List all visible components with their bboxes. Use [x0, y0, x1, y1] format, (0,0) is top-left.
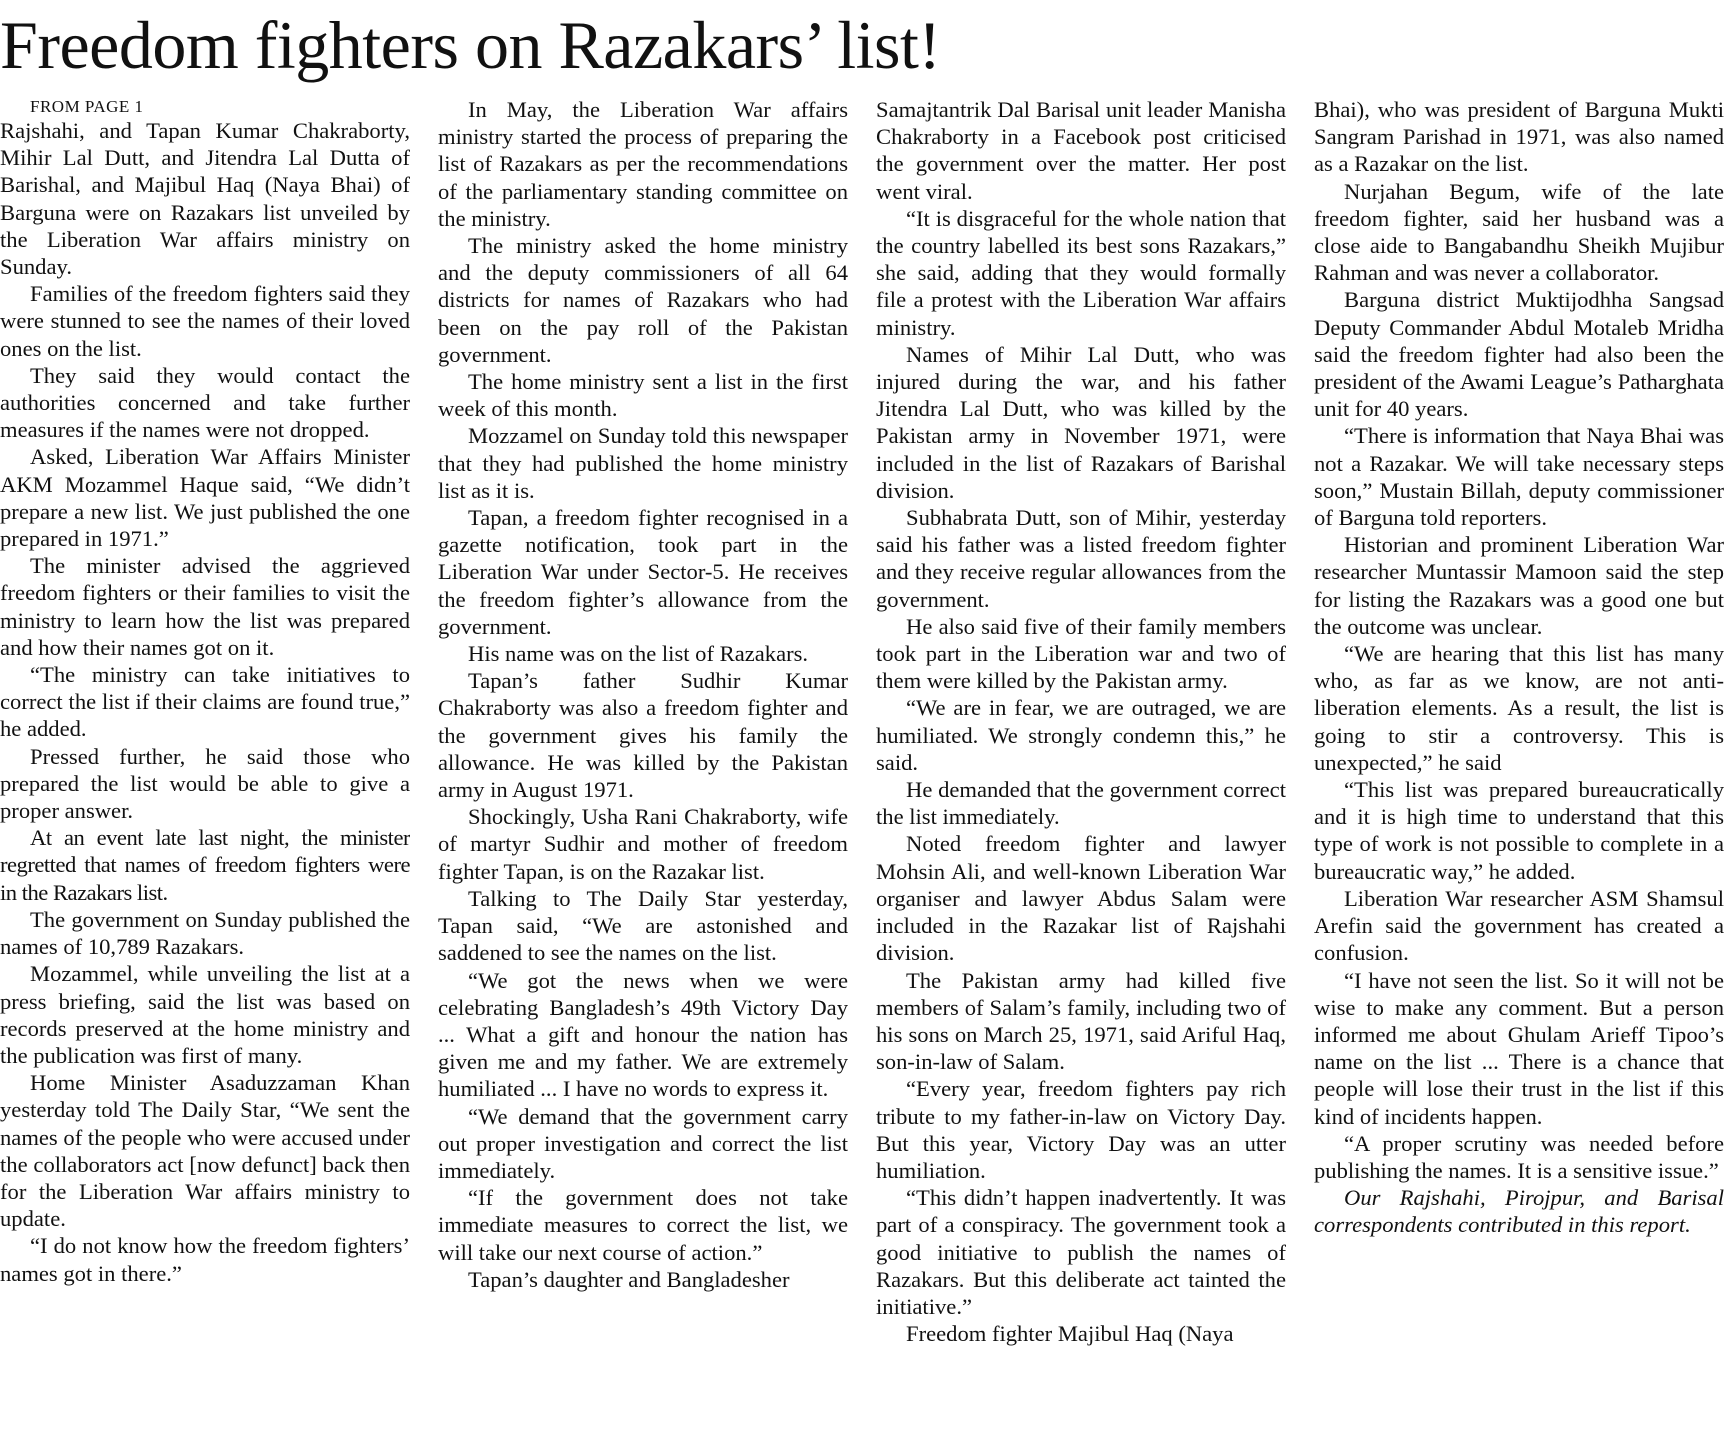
paragraph: The minister advised the aggrieved freedom fighters or their families to visit the ministry to learn how the list was prepared and how their names got on it.	[0, 553, 410, 660]
paragraph: The Pakistan army had killed five members of Salam’s family, including two of his sons on March 25, 1971, said Ariful Haq, son-in-law of Salam.	[876, 967, 1286, 1075]
headline: Freedom fighters on Razakars’ list!	[0, 7, 941, 83]
article-column-1	[0, 96, 410, 1438]
paragraph: They said they would contact the authorities concerned and take further measures if the names were not dropped.	[0, 362, 410, 443]
article-column-3	[876, 96, 1286, 1438]
paragraph: “This list was prepared bureaucratically and it is high time to understand that this type of work is not possible to complete in a bureaucratic way,” he added.	[1314, 777, 1724, 884]
paragraph: The home ministry sent a list in the first week of this month.	[438, 369, 848, 422]
jump-label: FROM PAGE 1	[30, 97, 144, 116]
paragraph: “It is disgraceful for the whole nation that the country labelled its best sons Razakars,” she said, adding that they would formally file a protest with the Liberation War affairs ministry.	[876, 205, 1286, 340]
paragraph: Freedom fighter Majibul Haq (Naya	[906, 1321, 1234, 1347]
paragraph: Tapan’s father Sudhir Kumar Chakraborty was also a freedom fighter and the government gives his family the allowance. He was killed by the Pakistan army in August 1971.	[438, 668, 848, 803]
paragraph: His name was on the list of Razakars.	[468, 641, 809, 667]
paragraph: Mozammel, while unveiling the list at a press briefing, said the list was based on records preserved at the home ministry and the publication was first of many.	[0, 961, 410, 1068]
paragraph: Mozzamel on Sunday told this newspaper that they had published the home ministry list as it is.	[438, 423, 848, 503]
paragraph: “A proper scrutiny was needed before publishing the names. It is a sensitive issue.”	[1314, 1130, 1724, 1183]
paragraph: “The ministry can take initiatives to correct the list if their claims are found true,” he added.	[0, 662, 410, 742]
paragraph: Home Minister Asaduzzaman Khan yesterday told The Daily Star, “We sent the names of the people who were accused under the collaborators act [now defunct] back then for the Liberation War affairs ministry to update.	[0, 1070, 410, 1232]
paragraph: “We are hearing that this list has many who, as far as we know, are not anti-liberation elements. As a result, the list is going to stir a controversy. This is unexpected,” he said	[1314, 641, 1724, 775]
article-column-2	[438, 96, 848, 1438]
paragraph: “I have not seen the list. So it will not be wise to make any comment. But a person informed me about Ghulam Arieff Tipoo’s name on the list ... There is a chance that people will lose their trust in the list if this kind of incidents happen.	[1314, 967, 1724, 1129]
paragraph: “We demand that the government carry out proper investigation and correct the list immediately.	[438, 1103, 848, 1183]
paragraph: “We got the news when we were celebrating Bangladesh’s 49th Victory Day ... What a gift and honour the nation has given me and my father. We are extremely humiliated ... I have no words to express it.	[438, 967, 848, 1102]
paragraph: In May, the Liberation War affairs ministry started the process of preparing the list of Razakars as per the recommendations of the parliamentary standing committee on the ministry.	[438, 97, 848, 231]
paragraph: Subhabrata Dutt, son of Mihir, yesterday said his father was a listed freedom fighter and they receive regular allowances from the government.	[876, 505, 1286, 612]
paragraph: The government on Sunday published the names of 10,789 Razakars.	[0, 906, 410, 960]
paragraph: At an event late last night, the minister regretted that names of freedom fighters were in the Razakars list.	[0, 825, 410, 905]
paragraph: The ministry asked the home ministry and the deputy commissioners of all 64 districts for names of Razakars who had been on the pay roll of the Pakistan government.	[438, 233, 848, 367]
paragraph: Nurjahan Begum, wife of the late freedom fighter, said her husband was a close aide to Bangabandhu Sheikh Mujibur Rahman and was never a collaborator.	[1314, 178, 1724, 286]
paragraph: Historian and prominent Liberation War researcher Muntassir Mamoon said the step for listing the Razakars was a good one but the outcome was unclear.	[1314, 532, 1724, 639]
paragraph: Liberation War researcher ASM Shamsul Arefin said the government has created a confusion.	[1314, 885, 1724, 966]
paragraph: “We are in fear, we are outraged, we are humiliated. We strongly condemn this,” he said.	[876, 695, 1286, 775]
paragraph: Barguna district Muktijodhha Sangsad Deputy Commander Abdul Motaleb Mridha said the freedom fighter had also been the president of the Awami League’s Patharghata unit for 40 years.	[1314, 287, 1724, 422]
paragraph: Tapan, a freedom fighter recognised in a gazette notification, took part in the Liberation War under Sector-5. He receives the freedom fighter’s allowance from the government.	[438, 505, 848, 639]
paragraph: Names of Mihir Lal Dutt, who was injured during the war, and his father Jitendra Lal Dutt, who was killed by the Pakistan army in November 1971, were included in the list of Razakars of Barishal division.	[876, 341, 1286, 503]
paragraph: He demanded that the government correct the list immediately.	[876, 777, 1286, 830]
paragraph: “If the government does not take immediate measures to correct the list, we will take our next course of action.”	[438, 1185, 848, 1265]
paragraph: Tapan’s daughter and Bangladesher	[468, 1266, 790, 1292]
paragraph: Asked, Liberation War Affairs Minister AKM Mozammel Haque said, “We didn’t prepare a new list. We just published the one prepared in 1971.”	[0, 444, 410, 552]
contributor-credit: Our Rajshahi, Pirojpur, and Barisal correspondents contributed in this report.	[1314, 1185, 1724, 1238]
paragraph: Bhai), who was president of Barguna Mukti Sangram Parishad in 1971, was also named as a Razakar on the list.	[1314, 97, 1724, 177]
paragraph: Noted freedom fighter and lawyer Mohsin Ali, and well-known Liberation War organiser and lawyer Abdus Salam were included in the Razakar list of Rajshahi division.	[876, 831, 1286, 966]
paragraph: Shockingly, Usha Rani Chakraborty, wife of martyr Sudhir and mother of freedom fighter Tapan, is on the Razakar list.	[438, 804, 848, 884]
article-column-4	[1314, 96, 1724, 1438]
paragraph: “There is information that Naya Bhai was not a Razakar. We will take necessary steps soon,” Mustain Billah, deputy commissioner of Barguna told reporters.	[1314, 423, 1724, 531]
paragraph: Samajtantrik Dal Barisal unit leader Manisha Chakraborty in a Facebook post criticised the government over the matter. Her post went viral.	[876, 97, 1286, 204]
paragraph: He also said five of their family members took part in the Liberation war and two of them were killed by the Pakistan army.	[876, 613, 1286, 694]
paragraph: “I do not know how the freedom fighters’ names got in there.”	[0, 1233, 410, 1286]
paragraph: Families of the freedom fighters said they were stunned to see the names of their loved ones on the list.	[0, 281, 410, 361]
paragraph: Rajshahi, and Tapan Kumar Chakraborty, Mihir Lal Dutt, and Jitendra Lal Dutta of Barishal, and Majibul Haq (Naya Bhai) of Barguna were on Razakars list unveiled by the Liberation War affairs ministry on Sunday.	[0, 118, 410, 280]
paragraph: “Every year, freedom fighters pay rich tribute to my father-in-law on Victory Day. But this year, Victory Day was an utter humiliation.	[876, 1076, 1286, 1183]
paragraph: Talking to The Daily Star yesterday, Tapan said, “We are astonished and saddened to see the names on the list.	[438, 885, 848, 966]
paragraph: Pressed further, he said those who prepared the list would be able to give a proper answer.	[0, 743, 410, 824]
paragraph: “This didn’t happen inadvertently. It was part of a conspiracy. The government took a good initiative to publish the names of Razakars. But this deliberate act tainted the initiative.”	[876, 1185, 1286, 1319]
